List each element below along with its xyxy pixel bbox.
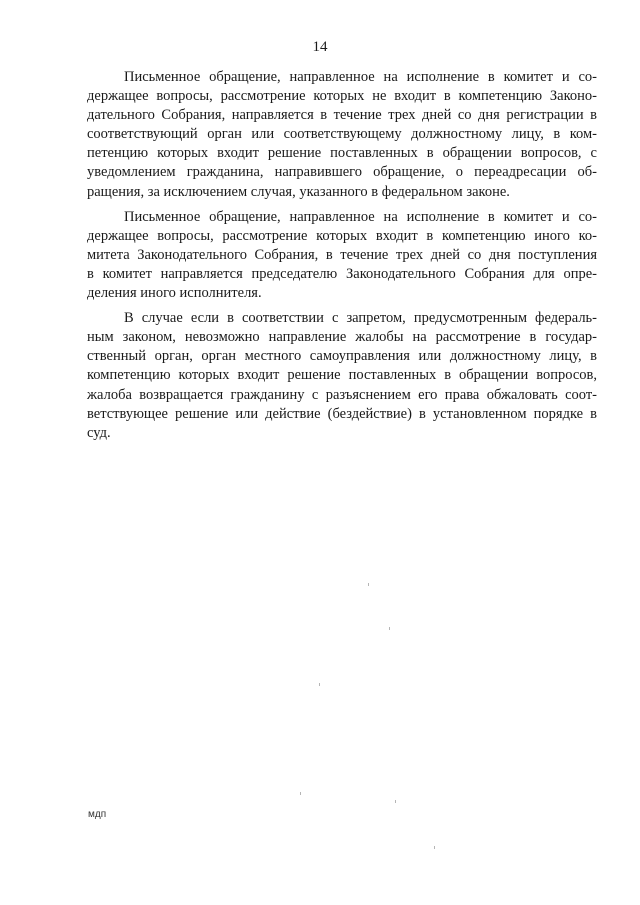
scan-speck — [434, 846, 435, 849]
text-line: ственный орган, орган местного самоуправления или должностному лицу, в — [87, 348, 597, 365]
text-line: жалоба возвращается гражданину с разъяснением его права обжаловать соот- — [87, 386, 597, 403]
text-line: петенцию которых входит решение поставленных в обращении вопросов, с — [87, 145, 597, 162]
text-line: уведомлением гражданина, направившего обращение, о переадресации об- — [87, 164, 597, 181]
scan-speck — [300, 792, 301, 795]
document-body — [87, 68, 597, 449]
text-line: В случае если в соответствии с запретом, предусмотренным федераль- — [124, 310, 597, 327]
scan-speck — [319, 683, 320, 686]
text-line: ращения, за исключением случая, указанного в федеральном законе. — [87, 183, 510, 200]
text-line: компетенцию которых входит решение поставленных в обращении вопросов, — [87, 367, 597, 384]
paragraph-1 — [87, 68, 597, 202]
text-line: держащее вопросы, рассмотрение которых не входит в компетенцию Законо- — [87, 88, 597, 105]
scan-speck — [395, 800, 396, 803]
text-line: дательного Собрания, направляется в течение трех дней со дня регистрации в — [87, 107, 597, 124]
text-line: суд. — [87, 424, 111, 441]
footer-mark: мдп — [88, 809, 107, 820]
scan-speck — [368, 583, 369, 586]
text-line: ветствующее решение или действие (бездействие) в установленном порядке в — [87, 405, 597, 422]
text-line: деления иного исполнителя. — [87, 285, 262, 302]
paragraph-3 — [87, 309, 597, 443]
text-line: соответствующий орган или соответствующему должностному лицу, в ком- — [87, 126, 597, 143]
text-line: в комитет направляется председателю Законодательного Собрания для опре- — [87, 265, 597, 282]
text-line: Письменное обращение, направленное на исполнение в комитет и со- — [124, 69, 597, 85]
text-line: Письменное обращение, направленное на исполнение в комитет и со- — [124, 208, 597, 225]
text-line: митета Законодательного Собрания, в течение трех дней со дня поступления — [87, 246, 597, 263]
text-line: держащее вопросы, рассмотрение которых входит в компетенцию иного ко- — [87, 227, 597, 244]
scan-speck — [389, 627, 390, 630]
text-line: ным законом, невозможно направление жалобы на рассмотрение в государ- — [87, 329, 597, 346]
paragraph-2 — [87, 208, 597, 303]
page-number: 14 — [312, 39, 328, 55]
